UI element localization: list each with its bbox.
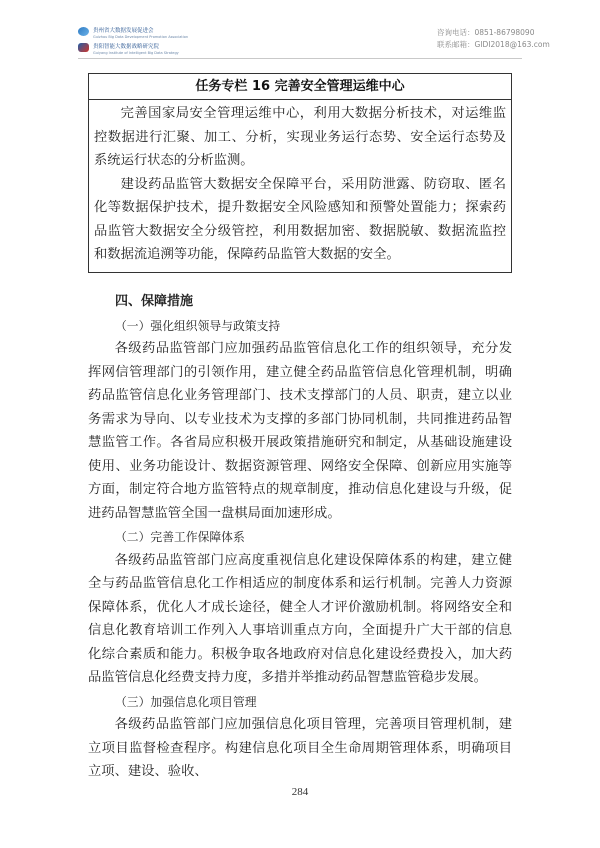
page-header (0, 0, 600, 62)
subsection-heading-3: （三）加强信息化项目管理 (115, 694, 257, 709)
task-column-body (89, 100, 511, 267)
task-column-title: 任务专栏 16 完善安全管理运维中心 (89, 74, 511, 100)
organization-logo (78, 25, 218, 55)
task-column-box (88, 73, 512, 273)
association-logo-icon (78, 27, 89, 36)
main-content (88, 290, 512, 784)
subsection-paragraph-1: 各级药品监管部门应加强药品监管信息化工作的组织领导，充分发挥网信管理部门的引领作用，建立健全药品监管信息化管理机制，明确药品监管信息化业务管理部门、技术支撑部门的人员、职责，建立以业务需求为导向、以专业技术为支撑的多部门协同机制，共同推进药品智慧监管工作。各省局应积极开展政策措施研究和制定，从基础设施建设使用、业务功能设计、数据资源管理、网络安全保障、创新应用实施等方面，制定符合地方监管特点的规章制度，推动信息化建设与升级，促进药品智慧监管全国一盘棋局面加速形成。 (88, 341, 512, 521)
subsection-paragraph-3: 各级药品监管部门应加强信息化项目管理，完善项目管理机制，建立项目监督检查程序。构建信息化项目全生命周期管理体系，明确项目立项、建设、验收、 (88, 717, 512, 779)
subsection-heading-1: （一）强化组织领导与政策支持 (115, 318, 281, 333)
contact-email: 联系邮箱：GIDI2018@163.com (437, 40, 550, 49)
subsection-paragraph-2: 各级药品监管部门应高度重视信息化建设保障体系的构建，建立健全与药品监管信息化工作相适应的制度体系和运行机制。完善人力资源保障体系，优化人才成长途径，健全人才评价激励机制。将网络安全和信息化教育培训工作列入人事培训重点方向，全面提升广大干部的信息化综合素质和能力。积极争取各地政府对信息化建设经费投入，加大药品监管信息化经费支持力度，多措并举推动药品智慧监管稳步发展。 (88, 552, 512, 685)
subsection-heading-2: （二）完善工作保障体系 (115, 530, 245, 544)
logo-line-1-subtitle: Guizhou Big Data Development Promotion Association (93, 35, 189, 39)
task-column-paragraph: 完善国家局安全管理运维中心，利用大数据分析技术，对运维监控数据进行汇聚、加工、分析，实现业务运行态势、安全运行态势及系统运行状态的分析监测。 (94, 106, 506, 168)
task-column-paragraph: 建设药品监管大数据安全保障平台，采用防泄露、防窃取、匿名化等数据保护技术，提升数据安全风险感知和预警处置能力；探索药品监管大数据安全分级管控，利用数据加密、数据脱敏、数据流监控和数据流追溯等功能，保障药品监管大数据的安全。 (94, 176, 506, 262)
section-heading: 四、保障措施 (115, 294, 194, 309)
contact-phone: 咨询电话：0851-86798090 (437, 28, 535, 37)
header-divider (78, 58, 522, 59)
logo-line-1: 贵州省大数据发展促进会 (93, 27, 154, 34)
institute-logo-icon (78, 43, 89, 52)
contact-info (437, 27, 550, 51)
logo-line-2: 贵阳智能大数据战略研究院 (93, 43, 160, 50)
logo-line-2-subtitle: Guiyang Institute of Intelligent Big Data Strategy (93, 51, 179, 55)
page-number: 284 (291, 786, 309, 798)
